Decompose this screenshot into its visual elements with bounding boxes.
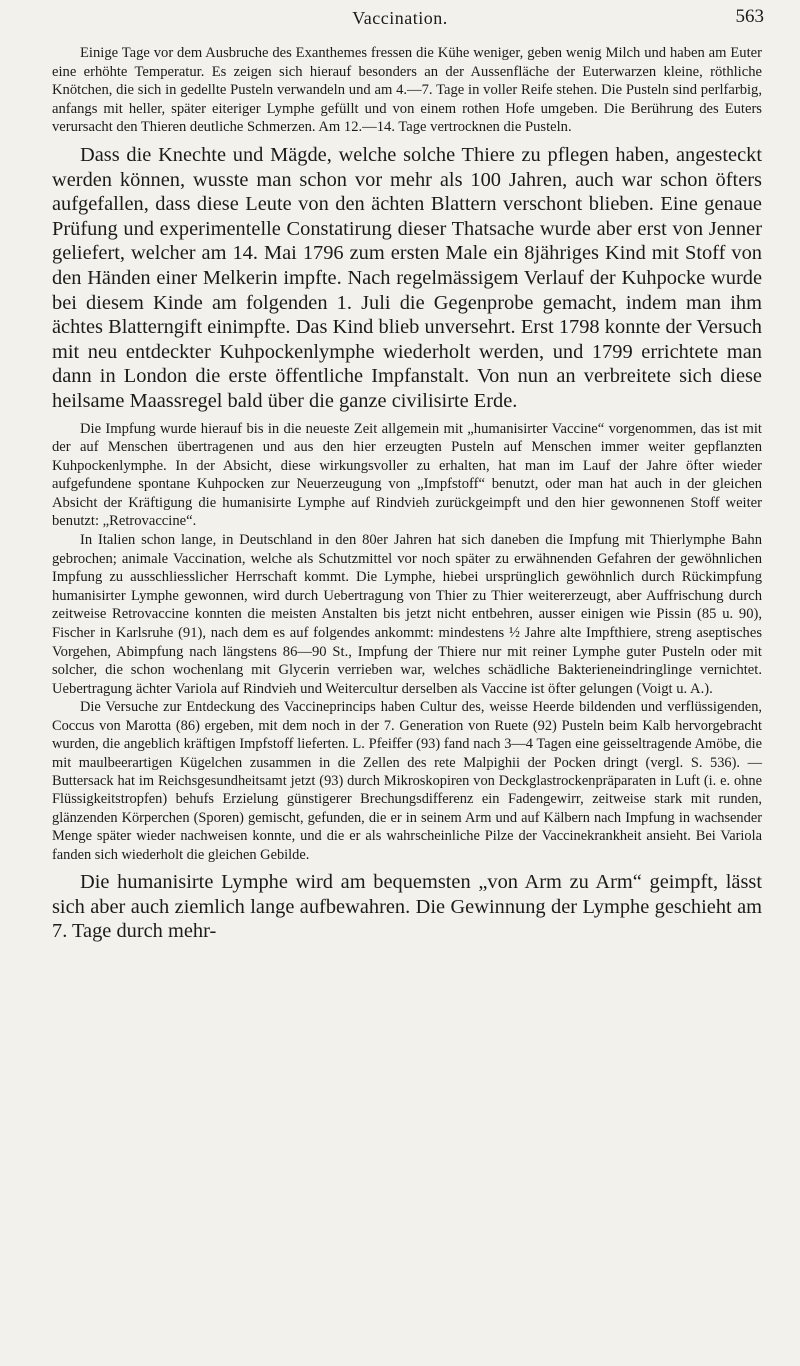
page-number: 563: [735, 6, 764, 27]
paragraph-lymph-collection: Die humanisirte Lymphe wird am bequemsten „von Arm zu Arm“ geimpft, lässt sich aber auch ziemlich lange aufbewahren. Die Gewinnung der Lymphe geschieht am 7. Tage durch mehr-: [52, 871, 762, 943]
running-head: [0, 4, 800, 32]
running-title: Vaccination.: [352, 8, 448, 28]
page-body: [52, 44, 762, 944]
paragraph-animal-vaccination: In Italien schon lange, in Deutschland in den 80er Jahren hat sich daneben die Impfung mit Thierlymphe Bahn gebrochen; animale Vaccination, welche als Schutzmittel vor noch später zu erwähnenden Gefahren der gewöhnlichen Impfung zu ausschliesslicher Herrschaft kommt. Die Lymphe, hiebei ursprünglich gewöhnlich durch Rückimpfung humanisirter Lymphe gewonnen, wird durch Uebertragung von Thier zu Thier weitererzeugt, aber Auffrischung durch zeitweise Retrovaccine konnten die meisten Anstalten bis jetzt nicht entbehren, ausser einigen wie Pissin (85 u. 90), Fischer in Karlsruhe (91), nach dem es auf folgendes ankommt: mindestens ½ Jahre alte Impfthiere, streng aseptisches Vorgehen, Abimpfung nach längstens 86—90 St., Impfung der Thiere nur mit reiner Lymphe guter Pusteln oder mit solcher, die schon wochenlang mit Glycerin verrieben war, welches schädliche Bakterieneindringlinge vernichtet. Uebertragung ächter Variola auf Rindvieh und Weitercultur derselben als Vaccine ist öfter gelungen (Voigt u. A.).: [52, 532, 762, 697]
paragraph-humanised-vaccine: Die Impfung wurde hierauf bis in die neueste Zeit allgemein mit „humanisirter Vaccine“ vorgenommen, das ist mit der auf Menschen übertragenen und aus den hier erzeugten Pusteln auf Menschen immer weiter gepflanzten Kuhpockenlymphe. In der Absicht, diese wirkungsvoller zu erhalten, hat man im Lauf der Jahre öfter wieder aufgefundene spontane Kuhpocken zur Neuerzeugung von „Impfstoff“ benutzt, oder man hat auch in der gleichen Absicht der Kräftigung die humanisirte Lymphe auf Rindvieh zurückgeimpft und den hier gewonnenen Stoff weiter benutzt: „Retrovaccine“.: [52, 420, 762, 530]
paragraph-vaccine-principle: Die Versuche zur Entdeckung des Vaccineprincips haben Cultur des, weisse Heerde bildenden und verflüssigenden, Coccus von Marotta (86) ergeben, mit dem noch in der 7. Generation von Ruete (92) Pusteln beim Kalb hervorgebracht wurden, die angeblich kräftigen Impfstoff lieferten. L. Pfeiffer (93) fand nach 3—4 Tagen eine geisseltragende Amöbe, die mit maulbeerartigen Kügelchen zusammen in die Zellen des rete Malpighii der Pocken dringt (vergl. S. 536). — Buttersack hat im Reichsgesundheitsamt jetzt (93) durch Mikroskopiren von Deckglastrockenpräparaten in Luft (i. e. ohne Flüssigkeitstropfen) behufs Erzielung günstigerer Brechungsdifferenz ein Fadengewirr, zeitweise stark mit runden, glänzenden Körperchen (Sporen) gemischt, gefunden, die er in seinem Arm und auf Kälbern nach Impfung in wachsender Menge später wieder nachweisen konnte, und die er als wahrscheinliche Pilze der Vaccinekrankheit ansieht. Bei Variola fanden sich wiederholt die gleichen Gebilde.: [52, 699, 762, 863]
paragraph-jenner-history: Dass die Knechte und Mägde, welche solche Thiere zu pflegen haben, angesteckt werden können, wusste man schon vor mehr als 100 Jahren, auch war schon öfters aufgefallen, dass diese Leute von den ächten Blattern verschont blieben. Eine genaue Prüfung und experimentelle Constatirung dieser Thatsache wurde aber erst von Jenner geliefert, welcher am 14. Mai 1796 zum ersten Male ein 8jähriges Kind mit Stoff von den Händen einer Melkerin impfte. Nach regelmässigem Verlauf der Kuhpocke wurde bei diesem Kinde am folgenden 1. Juli die Gegenprobe gemacht, indem man ihm ächtes Blatterngift einimpfte. Das Kind blieb unversehrt. Erst 1798 konnte der Versuch mit neu entdeckter Kuhpockenlymphe wiederholt werden, und 1799 errichtete man dann in London die erste öffentliche Impfanstalt. Von nun an verbreitete sich diese heilsame Maassregel bald über die ganze civilisirte Erde.: [52, 143, 762, 412]
paragraph-cowpox-symptoms: Einige Tage vor dem Ausbruche des Exanthemes fressen die Kühe weniger, geben wenig Milch und haben am Euter eine erhöhte Temperatur. Es zeigen sich hierauf besonders an der Aussenfläche der Euterwarzen kleine, röthliche Knötchen, die sich in gedellte Pusteln verwandeln und am 4.—7. Tage in voller Reife stehen. Die Pusteln sind perlfarbig, anfangs mit heller, später eiteriger Lymphe gefüllt und von einem rothen Hofe umgeben. Die Berührung des Euters verursacht den Thieren deutliche Schmerzen. Am 12.—14. Tage vertrocknen die Pusteln.: [52, 45, 762, 136]
